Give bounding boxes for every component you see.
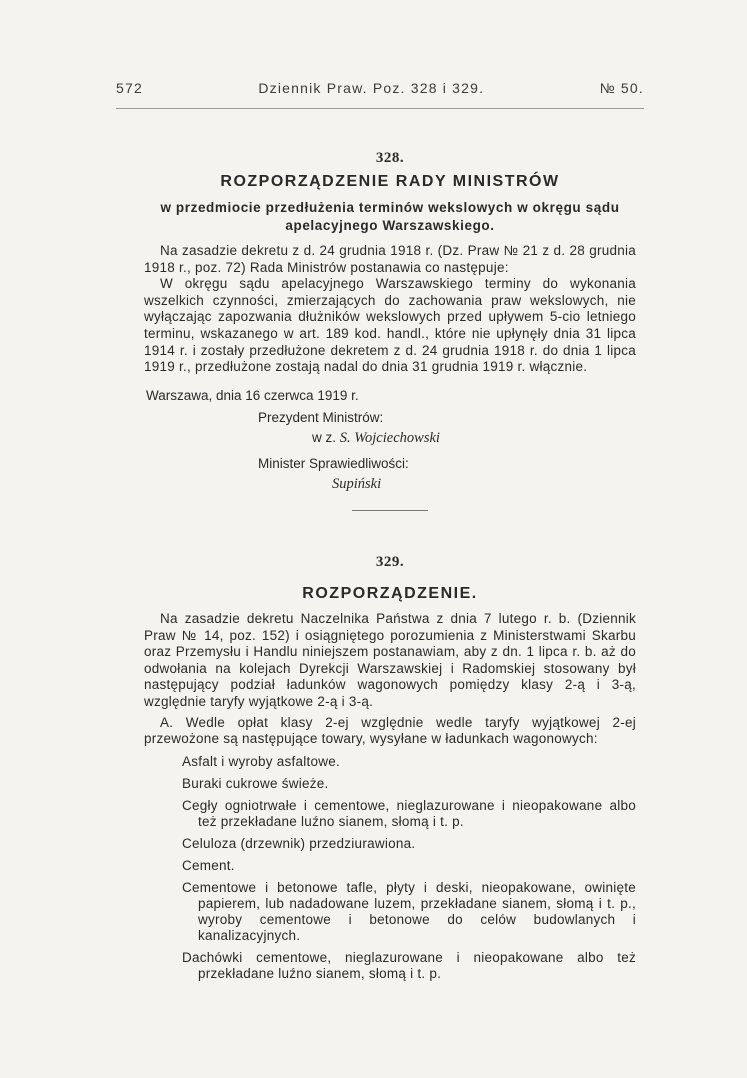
list-item: Asfalt i wyroby asfaltowe. (182, 753, 341, 769)
signatory-1-title: Prezydent Ministrów: (258, 409, 384, 425)
section-329 (144, 554, 636, 982)
section-number: 328. (375, 150, 405, 166)
paragraph: Na zasadzie dekretu Naczelnika Państwa z dnia 7 lutego r. b. (Dziennik Praw № 14, poz. 152) i osiągniętego porozumienia z Ministerstwami Skarbu oraz Przemysłu i Handlu niniejszem postanawiam, aby z dn. 1 lipca r. b. aż do odwołania na kolejach Dyrekcji Warszawskiej i Radomskiej stosowany był następujący podział ładunków wagonowych pomiędzy klasy 2-ą i 3-ą, względnie taryfy wyjątkowe 2-ą i 3-ą. (144, 611, 636, 709)
section-number: 329. (375, 554, 405, 570)
paragraph: A. Wedle opłat klasy 2-ej względnie wedle taryfy wyjątkowej 2-ej przewożone są następujące towary, wysyłane w ładunkach wagonowych: (144, 714, 636, 747)
issue-number: № 50. (599, 80, 644, 96)
place-date: Warszawa, dnia 16 czerwca 1919 r. (146, 387, 359, 403)
list-item: Dachówki cementowe, nieglazurowane i nieopakowane albo też przekładane luźno sianem, słomą i t. p. (182, 949, 636, 981)
signatory-1 (144, 428, 636, 448)
section-328 (144, 150, 636, 511)
section-heading: ROZPORZĄDZENIE. (302, 585, 478, 602)
paragraph: W okręgu sądu apelacyjnego Warszawskiego terminy do wykonania wszelkich czynności, zmierzających do zachowania praw wekslowych, nie wyłączając zapozwania dłużników wekslowych przed upływem 5-cio letniego terminu, wskazanego w art. 189 kod. handl., które nie upłynęły dnia 31 lipca 1914 r. i zostały przedłużone dekretem z d. 24 grudnia 1918 r. do dnia 1 lipca 1919 r., przedłużone zostają nadal do dnia 31 grudnia 1919 r. włącznie. (144, 276, 636, 375)
paragraph: Na zasadzie dekretu z d. 24 grudnia 1918 r. (Dz. Praw № 21 z d. 28 grudnia 1918 r., poz. 72) Rada Ministrów postanawia co następuje: (144, 243, 636, 275)
signatory-2-title: Minister Sprawiedliwości: (258, 455, 409, 471)
signatory-2 (144, 474, 636, 494)
header-rule (116, 108, 644, 109)
list-item: Celuloza (drzewnik) przedziurawiona. (182, 835, 416, 851)
journal-title: Dziennik Praw. Poz. 328 i 329. (258, 80, 485, 96)
signatory-2-name: Supiński (332, 475, 382, 492)
section-subheading: w przedmiocie przedłużenia terminów wekslowych w okręgu sądu apelacyjnego Warszawskiego. (160, 200, 620, 233)
list-item: Cementowe i betonowe tafle, płyty i deski, nieopakowane, owinięte papierem, lub nadadowane luzem, przekładane sianem, słomą i t. p., wyroby cementowe i betonowe do celów budowlanych i kanalizacyjnych. (182, 879, 636, 943)
signatory-1-prefix: w z. (312, 429, 337, 445)
list-item: Cement. (182, 857, 235, 873)
page-number: 572 (116, 80, 143, 96)
signatory-1-name: S. Wojciechowski (339, 429, 440, 446)
running-header (116, 80, 644, 96)
list-item: Buraki cukrowe świeże. (182, 775, 329, 791)
goods-list (144, 754, 636, 982)
section-heading: ROZPORZĄDZENIE RADY MINISTRÓW (220, 173, 560, 190)
section-divider (352, 510, 428, 511)
list-item: Cegły ogniotrwałe i cementowe, nieglazurowane i nieopakowane albo też przekładane luźno sianem, słomą i t. p. (182, 797, 636, 829)
